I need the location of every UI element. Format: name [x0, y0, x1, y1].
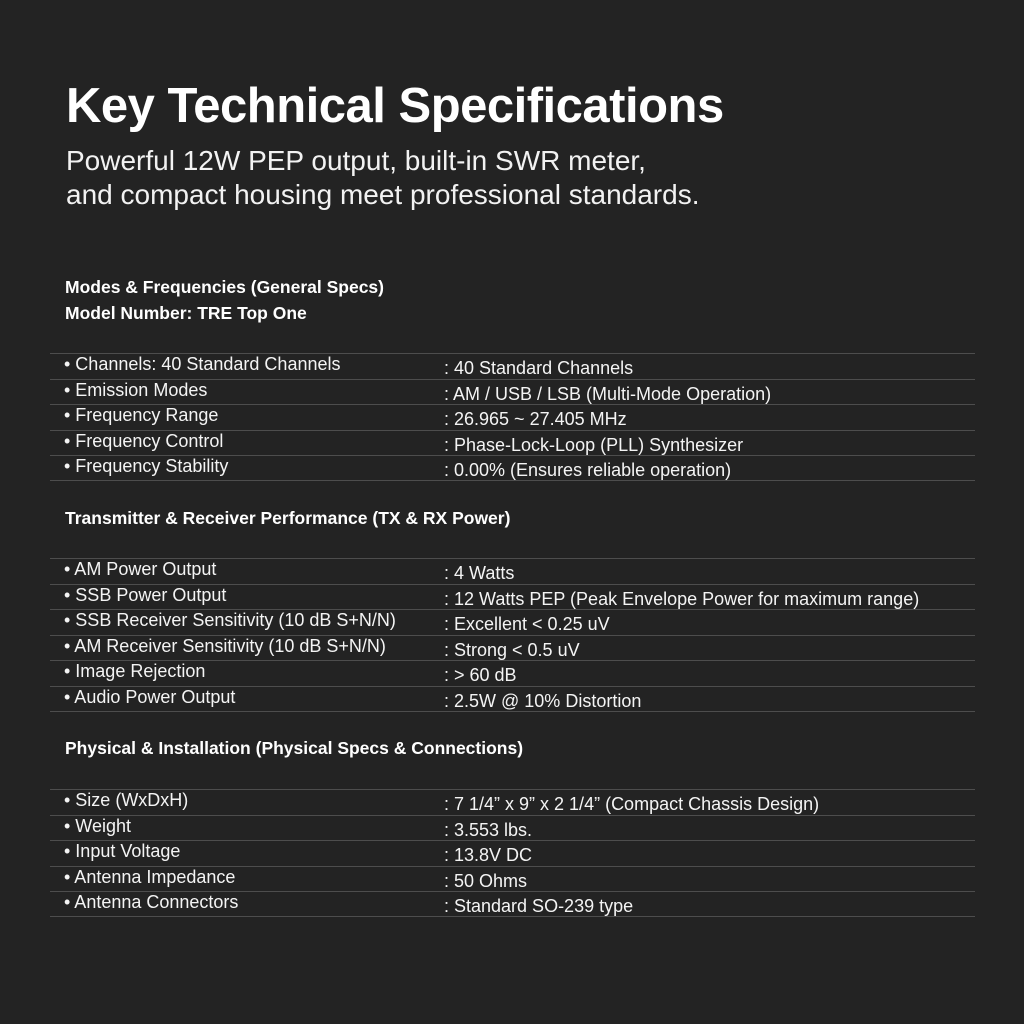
spec-value: : 40 Standard Channels — [444, 358, 634, 378]
table-row — [50, 379, 975, 405]
spec-label: • AM Receiver Sensitivity (10 dB S+N/N) — [64, 635, 386, 656]
spec-table-physical-installation — [50, 789, 975, 917]
spec-label: • Weight — [64, 815, 131, 836]
spec-label: • Channels: 40 Standard Channels — [64, 354, 341, 374]
spec-value: : 0.00% (Ensures reliable operation) — [444, 460, 732, 481]
table-row — [50, 353, 975, 379]
spec-value: : 13.8V DC — [444, 845, 533, 866]
section-title: Physical & Installation (Physical Specs & Connections) — [65, 738, 524, 758]
spec-label: • Antenna Impedance — [64, 866, 236, 887]
spec-value: : Excellent < 0.25 uV — [444, 614, 610, 635]
table-row — [50, 584, 975, 610]
spec-label: • SSB Receiver Sensitivity (10 dB S+N/N) — [64, 610, 396, 631]
section-title: Transmitter & Receiver Performance (TX & RX Power) — [65, 508, 511, 528]
spec-label: • AM Power Output — [64, 559, 217, 579]
spec-value: : 3.553 lbs. — [444, 819, 533, 840]
spec-value: : 2.5W @ 10% Distortion — [444, 690, 642, 711]
subtitle-line-1: Powerful 12W PEP output, built-in SWR meter, — [66, 145, 646, 176]
table-row — [50, 660, 975, 686]
spec-label: • Size (WxDxH) — [64, 790, 189, 810]
spec-value: : 7 1/4” x 9” x 2 1/4” (Compact Chassis Design) — [444, 794, 820, 814]
table-row — [50, 404, 975, 430]
section-heading-physical-installation — [65, 735, 523, 761]
spec-label: • Input Voltage — [64, 841, 181, 862]
table-row — [50, 789, 975, 815]
table-row — [50, 866, 975, 892]
table-row — [50, 686, 975, 712]
subtitle-line-2: and compact housing meet professional standards. — [66, 179, 700, 210]
spec-label: • Antenna Connectors — [64, 892, 239, 913]
spec-label: • Emission Modes — [64, 379, 208, 400]
spec-label: • Frequency Range — [64, 405, 219, 426]
spec-value: : Phase-Lock-Loop (PLL) Synthesizer — [444, 434, 744, 455]
spec-table-tx-rx-performance — [50, 558, 975, 712]
spec-value: : Strong < 0.5 uV — [444, 639, 580, 660]
spec-label: • Frequency Stability — [64, 456, 229, 477]
spec-label: • Frequency Control — [64, 430, 224, 451]
model-number: Model Number: TRE Top One — [65, 303, 307, 323]
table-row — [50, 815, 975, 841]
spec-value: : Standard SO-239 type — [444, 896, 634, 917]
spec-label: • SSB Power Output — [64, 584, 227, 605]
table-row — [50, 430, 975, 456]
table-row — [50, 840, 975, 866]
table-row — [50, 455, 975, 481]
spec-value: : AM / USB / LSB (Multi-Mode Operation) — [444, 383, 772, 404]
spec-table-modes-frequencies — [50, 353, 975, 481]
spec-value: : > 60 dB — [444, 665, 517, 686]
section-heading-tx-rx-performance — [65, 505, 510, 531]
table-row — [50, 891, 975, 917]
spec-value: : 26.965 ~ 27.405 MHz — [444, 409, 627, 430]
table-row — [50, 635, 975, 661]
spec-value: : 50 Ohms — [444, 870, 528, 891]
spec-label: • Audio Power Output — [64, 686, 236, 707]
table-row — [50, 609, 975, 635]
table-row — [50, 558, 975, 584]
spec-value: : 12 Watts PEP (Peak Envelope Power for maximum range) — [444, 588, 920, 609]
section-heading-modes-frequencies — [65, 274, 384, 326]
spec-value: : 4 Watts — [444, 563, 515, 583]
page-subtitle — [66, 144, 966, 212]
page-title: Key Technical Specifications — [66, 79, 724, 133]
spec-label: • Image Rejection — [64, 661, 206, 682]
section-title: Modes & Frequencies (General Specs) — [65, 277, 384, 297]
